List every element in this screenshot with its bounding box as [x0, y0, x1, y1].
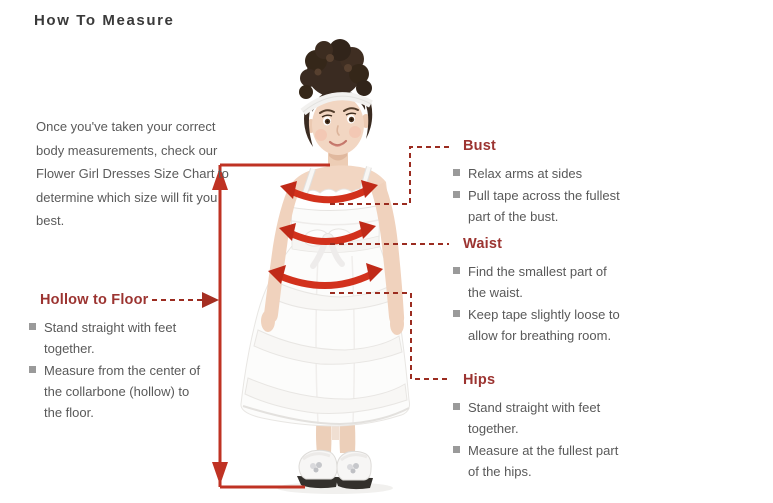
waist-heading: Waist	[463, 236, 503, 252]
bullet-text: Pull tape across the fullest part of the bust.	[468, 188, 620, 224]
bullet-square-icon	[29, 366, 36, 373]
section-waist	[452, 236, 628, 347]
section-hips	[452, 372, 628, 483]
intro-paragraph: Once you've taken your correct body measurements, check our Flower Girl Dresses Size Chart to determine which size will fit you best.	[36, 119, 229, 228]
bullet-square-icon	[453, 310, 460, 317]
bullet-text: Relax arms at sides	[468, 166, 583, 181]
bullet-text: Keep tape slightly loose to allow for breathing room.	[468, 307, 620, 343]
bullet-square-icon	[453, 446, 460, 453]
bullet-text: Stand straight with feet together.	[44, 320, 177, 356]
shoes	[297, 450, 373, 489]
left-hand	[261, 310, 275, 332]
down-arrowhead-icon	[212, 462, 228, 485]
list-item	[452, 261, 628, 303]
bullet-text: Measure at the fullest part of the hips.	[468, 443, 619, 479]
hips-bullet-list	[452, 397, 628, 482]
right-hand	[390, 313, 404, 335]
list-item	[28, 317, 208, 359]
list-item	[452, 397, 628, 439]
bullet-text: Find the smallest part of the waist.	[468, 264, 607, 300]
bullet-square-icon	[29, 323, 36, 330]
waist-bullet-list	[452, 261, 628, 346]
bullet-square-icon	[453, 403, 460, 410]
page-title: How To Measure	[34, 12, 175, 29]
hollow-to-floor-bullet-list	[28, 317, 208, 423]
girl-photo	[241, 39, 410, 489]
hips-heading: Hips	[463, 372, 496, 388]
section-hollow-to-floor	[28, 292, 208, 424]
bullet-square-icon	[453, 267, 460, 274]
bullet-text: Stand straight with feet together.	[468, 400, 601, 436]
list-item	[452, 304, 628, 346]
section-bust	[452, 138, 628, 228]
bust-bullet-list	[452, 163, 628, 227]
bullet-square-icon	[453, 191, 460, 198]
bullet-square-icon	[453, 169, 460, 176]
hollow-to-floor-heading: Hollow to Floor	[40, 292, 149, 308]
bullet-text: Measure from the center of the collarbone (hollow) to the floor.	[44, 363, 201, 420]
list-item	[452, 185, 628, 227]
dress-skirt	[241, 244, 410, 426]
list-item	[28, 360, 208, 423]
list-item	[452, 163, 628, 184]
bust-heading: Bust	[463, 138, 497, 154]
list-item	[452, 440, 628, 482]
